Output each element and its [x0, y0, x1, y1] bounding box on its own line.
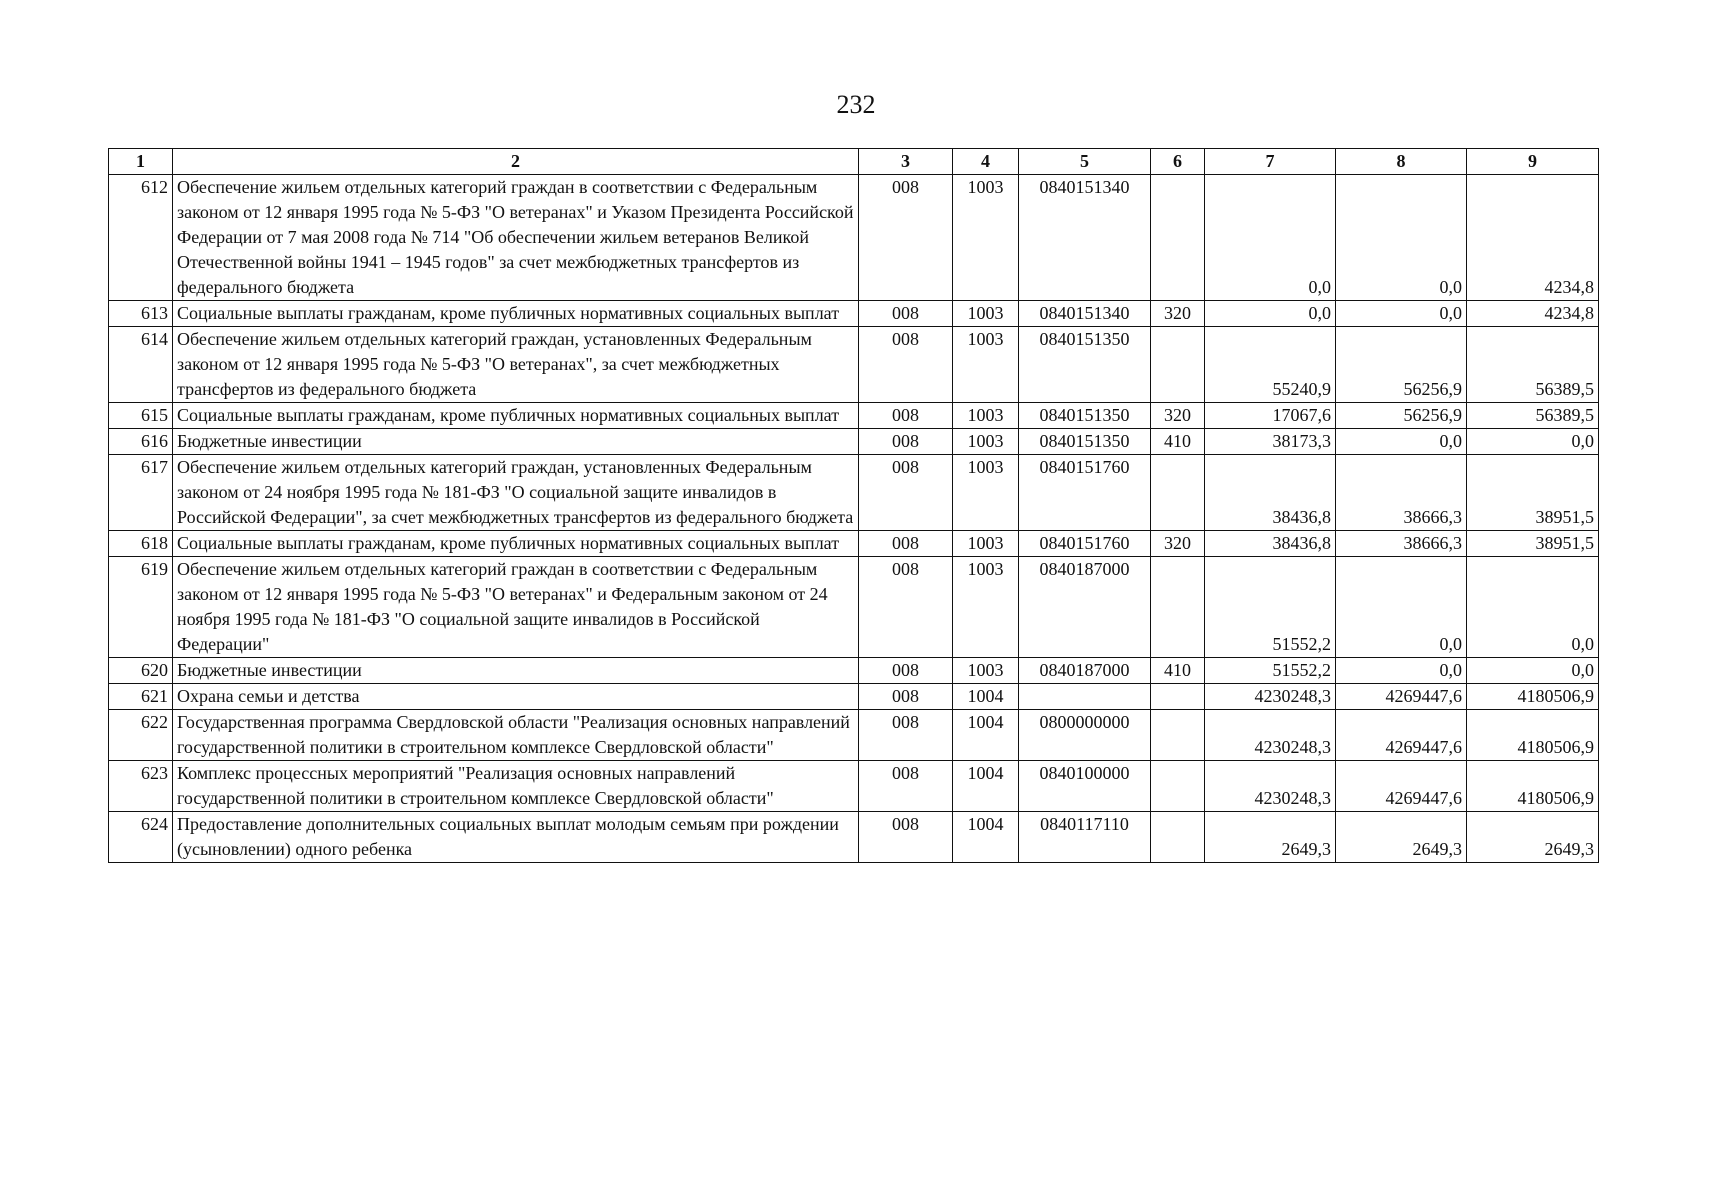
cell-col9: 4234,8 [1467, 175, 1599, 301]
cell-col9: 38951,5 [1467, 531, 1599, 557]
row-number: 624 [109, 812, 173, 863]
table-row [109, 301, 1599, 327]
row-name: Охрана семьи и детства [173, 684, 859, 710]
cell-col7: 51552,2 [1205, 557, 1336, 658]
table-row [109, 531, 1599, 557]
table-row [109, 557, 1599, 658]
cell-col6 [1151, 327, 1205, 403]
cell-col7: 4230248,3 [1205, 710, 1336, 761]
cell-col9: 2649,3 [1467, 812, 1599, 863]
cell-col5: 0840151350 [1019, 403, 1151, 429]
row-name: Социальные выплаты гражданам, кроме публичных нормативных социальных выплат [173, 301, 859, 327]
cell-col5: 0800000000 [1019, 710, 1151, 761]
row-number: 620 [109, 658, 173, 684]
cell-col4: 1003 [953, 658, 1019, 684]
cell-col6 [1151, 761, 1205, 812]
cell-col5: 0840117110 [1019, 812, 1151, 863]
cell-col9: 4180506,9 [1467, 761, 1599, 812]
row-name: Комплекс процессных мероприятий "Реализация основных направлений государственной политики в строительном комплексе Свердловской области" [173, 761, 859, 812]
cell-col6 [1151, 175, 1205, 301]
cell-col7: 38173,3 [1205, 429, 1336, 455]
budget-table [108, 148, 1599, 863]
row-name: Обеспечение жильем отдельных категорий граждан, установленных Федеральным законом от 24 ноября 1995 года № 181-ФЗ "О социальной защите инвалидов в Российской Федерации", за счет межбюджетных трансфертов из федерального бюджета [173, 455, 859, 531]
cell-col9: 56389,5 [1467, 403, 1599, 429]
cell-col5: 0840100000 [1019, 761, 1151, 812]
row-number: 617 [109, 455, 173, 531]
cell-col7: 2649,3 [1205, 812, 1336, 863]
cell-col5: 0840187000 [1019, 658, 1151, 684]
table-row [109, 684, 1599, 710]
row-name: Обеспечение жильем отдельных категорий граждан, установленных Федеральным законом от 12 января 1995 года № 5-ФЗ "О ветеранах", за счет межбюджетных трансфертов из федерального бюджета [173, 327, 859, 403]
cell-col9: 0,0 [1467, 557, 1599, 658]
cell-col4: 1004 [953, 710, 1019, 761]
row-name: Бюджетные инвестиции [173, 429, 859, 455]
cell-col3: 008 [859, 557, 953, 658]
cell-col5 [1019, 684, 1151, 710]
cell-col3: 008 [859, 658, 953, 684]
table-row [109, 455, 1599, 531]
cell-col3: 008 [859, 175, 953, 301]
row-name: Социальные выплаты гражданам, кроме публичных нормативных социальных выплат [173, 531, 859, 557]
cell-col6 [1151, 812, 1205, 863]
cell-col8: 0,0 [1336, 658, 1467, 684]
cell-col4: 1004 [953, 761, 1019, 812]
column-header: 9 [1467, 149, 1599, 175]
cell-col6: 320 [1151, 301, 1205, 327]
row-number: 615 [109, 403, 173, 429]
cell-col5: 0840151350 [1019, 327, 1151, 403]
cell-col8: 4269447,6 [1336, 684, 1467, 710]
column-header: 1 [109, 149, 173, 175]
cell-col7: 55240,9 [1205, 327, 1336, 403]
table-row [109, 175, 1599, 301]
cell-col4: 1003 [953, 175, 1019, 301]
cell-col3: 008 [859, 455, 953, 531]
row-number: 613 [109, 301, 173, 327]
cell-col5: 0840187000 [1019, 557, 1151, 658]
cell-col3: 008 [859, 812, 953, 863]
cell-col7: 0,0 [1205, 301, 1336, 327]
row-name: Обеспечение жильем отдельных категорий граждан в соответствии с Федеральным законом от 12 января 1995 года № 5-ФЗ "О ветеранах" и Указом Президента Российской Федерации от 7 мая 2008 года № 714 "Об обеспечении жильем ветеранов Великой Отечественной войны 1941 – 1945 годов" за счет межбюджетных трансфертов из федерального бюджета [173, 175, 859, 301]
cell-col5: 0840151350 [1019, 429, 1151, 455]
cell-col3: 008 [859, 327, 953, 403]
cell-col4: 1004 [953, 812, 1019, 863]
column-header: 8 [1336, 149, 1467, 175]
cell-col7: 51552,2 [1205, 658, 1336, 684]
cell-col4: 1003 [953, 301, 1019, 327]
cell-col3: 008 [859, 710, 953, 761]
cell-col9: 38951,5 [1467, 455, 1599, 531]
cell-col8: 4269447,6 [1336, 710, 1467, 761]
cell-col7: 17067,6 [1205, 403, 1336, 429]
cell-col7: 4230248,3 [1205, 761, 1336, 812]
cell-col9: 4234,8 [1467, 301, 1599, 327]
row-number: 621 [109, 684, 173, 710]
cell-col9: 4180506,9 [1467, 684, 1599, 710]
page-number: 232 [836, 90, 876, 119]
cell-col3: 008 [859, 403, 953, 429]
cell-col8: 4269447,6 [1336, 761, 1467, 812]
row-name: Социальные выплаты гражданам, кроме публичных нормативных социальных выплат [173, 403, 859, 429]
cell-col7: 38436,8 [1205, 531, 1336, 557]
cell-col3: 008 [859, 684, 953, 710]
cell-col6: 320 [1151, 531, 1205, 557]
cell-col4: 1003 [953, 327, 1019, 403]
column-header: 6 [1151, 149, 1205, 175]
cell-col9: 0,0 [1467, 429, 1599, 455]
cell-col8: 0,0 [1336, 557, 1467, 658]
cell-col7: 38436,8 [1205, 455, 1336, 531]
cell-col6: 410 [1151, 429, 1205, 455]
column-header: 3 [859, 149, 953, 175]
cell-col8: 2649,3 [1336, 812, 1467, 863]
cell-col6 [1151, 557, 1205, 658]
cell-col4: 1003 [953, 531, 1019, 557]
table-row [109, 761, 1599, 812]
cell-col4: 1003 [953, 557, 1019, 658]
table-row [109, 403, 1599, 429]
cell-col5: 0840151340 [1019, 301, 1151, 327]
cell-col4: 1003 [953, 429, 1019, 455]
table-row [109, 327, 1599, 403]
row-number: 614 [109, 327, 173, 403]
row-number: 612 [109, 175, 173, 301]
row-name: Обеспечение жильем отдельных категорий граждан в соответствии с Федеральным законом от 12 января 1995 года № 5-ФЗ "О ветеранах" и Федеральным законом от 24 ноября 1995 года № 181-ФЗ "О социальной защите инвалидов в Российской Федерации" [173, 557, 859, 658]
cell-col8: 38666,3 [1336, 455, 1467, 531]
cell-col8: 0,0 [1336, 301, 1467, 327]
cell-col7: 4230248,3 [1205, 684, 1336, 710]
cell-col5: 0840151340 [1019, 175, 1151, 301]
column-header: 5 [1019, 149, 1151, 175]
cell-col4: 1003 [953, 403, 1019, 429]
cell-col8: 38666,3 [1336, 531, 1467, 557]
cell-col9: 0,0 [1467, 658, 1599, 684]
cell-col8: 0,0 [1336, 429, 1467, 455]
cell-col5: 0840151760 [1019, 531, 1151, 557]
table-row [109, 710, 1599, 761]
cell-col3: 008 [859, 301, 953, 327]
row-number: 616 [109, 429, 173, 455]
column-header: 7 [1205, 149, 1336, 175]
cell-col8: 56256,9 [1336, 403, 1467, 429]
table-row [109, 429, 1599, 455]
cell-col3: 008 [859, 761, 953, 812]
cell-col8: 56256,9 [1336, 327, 1467, 403]
cell-col5: 0840151760 [1019, 455, 1151, 531]
cell-col4: 1004 [953, 684, 1019, 710]
cell-col9: 56389,5 [1467, 327, 1599, 403]
row-number: 622 [109, 710, 173, 761]
row-number: 619 [109, 557, 173, 658]
column-header: 4 [953, 149, 1019, 175]
row-number: 618 [109, 531, 173, 557]
cell-col6 [1151, 710, 1205, 761]
cell-col6: 320 [1151, 403, 1205, 429]
row-number: 623 [109, 761, 173, 812]
header-row [109, 149, 1599, 175]
cell-col3: 008 [859, 531, 953, 557]
cell-col6 [1151, 455, 1205, 531]
cell-col6 [1151, 684, 1205, 710]
column-header: 2 [173, 149, 859, 175]
row-name: Предоставление дополнительных социальных выплат молодым семьям при рождении (усыновлении) одного ребенка [173, 812, 859, 863]
cell-col4: 1003 [953, 455, 1019, 531]
cell-col3: 008 [859, 429, 953, 455]
cell-col6: 410 [1151, 658, 1205, 684]
table-row [109, 812, 1599, 863]
table-row [109, 658, 1599, 684]
row-name: Бюджетные инвестиции [173, 658, 859, 684]
row-name: Государственная программа Свердловской области "Реализация основных направлений государственной политики в строительном комплексе Свердловской области" [173, 710, 859, 761]
cell-col8: 0,0 [1336, 175, 1467, 301]
cell-col9: 4180506,9 [1467, 710, 1599, 761]
cell-col7: 0,0 [1205, 175, 1336, 301]
